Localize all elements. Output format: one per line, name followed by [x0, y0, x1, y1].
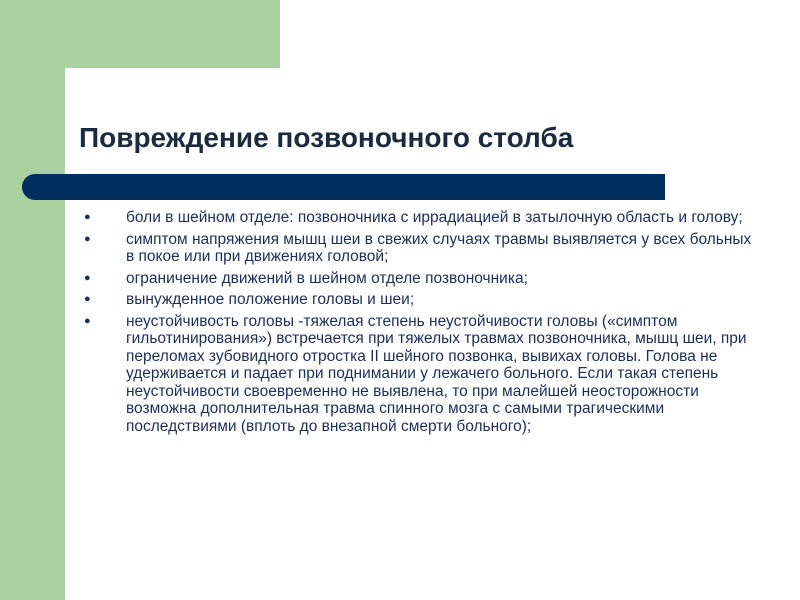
- bullet-text: симптом напряжения мышц шеи в свежих случаях травмы выявляется у всех больных в покое или при движениях головой;: [126, 230, 752, 265]
- list-item: [78, 313, 758, 436]
- title-underline-bar: [22, 174, 665, 200]
- list-item: [78, 209, 758, 227]
- bullet-icon: ●: [84, 232, 91, 245]
- bullet-list: [78, 209, 758, 439]
- bullet-text: боли в шейном отделе: позвоночника с иррадиацией в затылочную область и голову;: [126, 209, 743, 226]
- bullet-icon: ●: [84, 211, 91, 223]
- list-item: [78, 231, 758, 266]
- bullet-text: вынужденное положение головы и шеи;: [126, 291, 415, 308]
- list-item: [78, 270, 758, 288]
- slide-title: Повреждение позвоночного столба: [79, 122, 574, 153]
- bullet-icon: ●: [84, 271, 91, 284]
- bullet-text: неустойчивость головы -тяжелая степень неустойчивости головы («симптом гильотинирования») встречается при тяжелых травмах позвоночника, мышц шеи, при переломах зубовидного отростка II шейного позвонка, вывихах головы. Голова не удерживается и падает при поднимании у лежачего больного. Если такая степень неустойчивости своевременно не выявлена, то при малейшей неосторожности возможна дополнительная травма спинного мозга с самыми трагическими последствиями (вплоть до внезапной смерти больного);: [126, 312, 747, 435]
- bullet-text: ограничение движений в шейном отделе позвоночника;: [126, 269, 528, 287]
- bullet-icon: ●: [84, 314, 91, 327]
- green-side-band: [0, 0, 65, 600]
- bullet-icon: ●: [84, 293, 91, 305]
- green-top-band: [65, 0, 280, 68]
- list-item: [78, 291, 758, 309]
